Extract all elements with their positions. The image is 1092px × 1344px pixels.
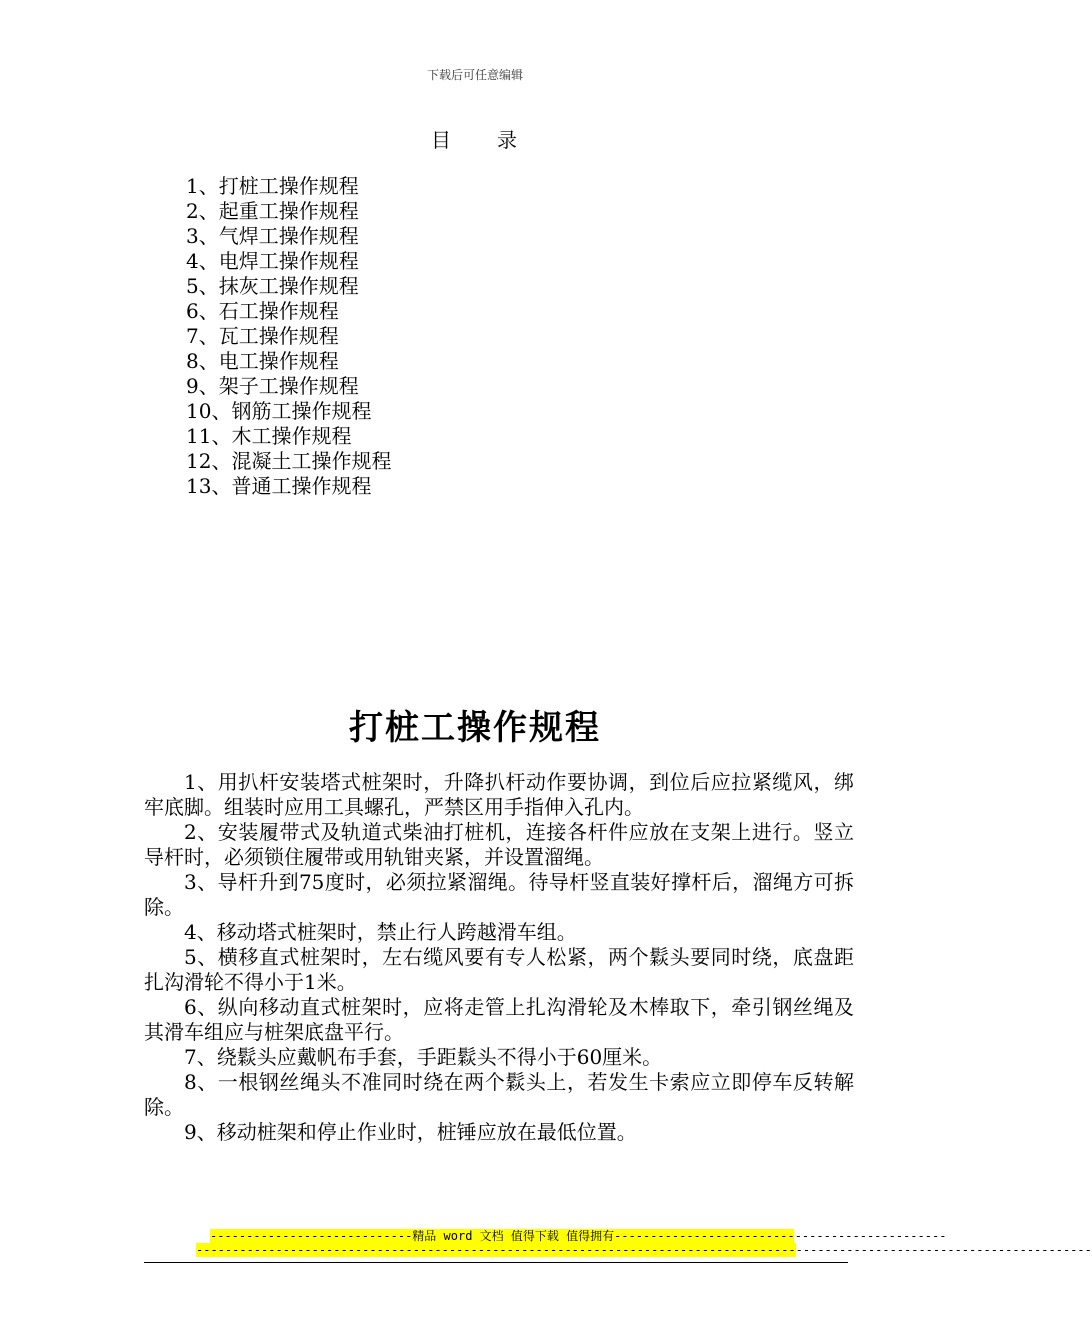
footer-banner: [196, 1229, 1092, 1257]
paragraph: 1、用扒杆安装塔式桩架时，升降扒杆动作要协调，到位后应拉紧缆风，绑牢底脚。组装时应用工具螺孔，严禁区用手指伸入孔内。: [144, 770, 854, 819]
footer-rule: [144, 1262, 848, 1263]
footer-banner-line1: ----------------------------精品 word 文档 值得下载 值得拥有----------------------------------------------: [210, 1229, 947, 1243]
toc-item[interactable]: 13、普通工操作规程: [186, 474, 372, 498]
toc-item[interactable]: 2、起重工操作规程: [186, 199, 359, 223]
toc-item[interactable]: 11、木工操作规程: [186, 424, 352, 448]
section-body: [144, 770, 854, 1145]
paragraph: 7、绕鬏头应戴帆布手套，手距鬏头不得小于60厘米。: [184, 1045, 663, 1069]
toc-item[interactable]: 10、钢筋工操作规程: [186, 399, 372, 423]
toc-item[interactable]: 9、架子工操作规程: [186, 374, 359, 398]
footer-banner-line2: ----------------------------------------------------------------------------------------------------------------------------: [196, 1243, 1092, 1257]
toc-item[interactable]: 3、气焊工操作规程: [186, 224, 359, 248]
paragraph: 9、移动桩架和停止作业时，桩锤应放在最低位置。: [184, 1120, 637, 1144]
paragraph: 8、一根钢丝绳头不准同时绕在两个鬏头上，若发生卡索应立即停车反转解除。: [144, 1070, 854, 1119]
toc-title-left: 目: [431, 128, 453, 152]
toc-item[interactable]: 6、石工操作规程: [186, 299, 339, 323]
toc-item[interactable]: 7、瓦工操作规程: [186, 324, 339, 348]
paragraph: 6、纵向移动直式桩架时，应将走管上扎沟滑轮及木棒取下，牵引钢丝绳及其滑车组应与桩架底盘平行。: [144, 995, 854, 1044]
toc-item[interactable]: 8、电工操作规程: [186, 349, 339, 373]
page-header: 下载后可任意编辑: [426, 68, 523, 82]
toc-title: [0, 124, 950, 153]
toc-title-right: 录: [497, 128, 519, 152]
paragraph: 4、移动塔式桩架时，禁止行人跨越滑车组。: [184, 920, 577, 944]
paragraph: 5、横移直式桩架时，左右缆风要有专人松紧，两个鬏头要同时绕，底盘距扎沟滑轮不得小于1米。: [144, 945, 854, 994]
paragraph: 2、安装履带式及轨道式柴油打桩机，连接各杆件应放在支架上进行。竖立导杆时，必须锁住履带或用轨钳夹紧，并设置溜绳。: [144, 820, 854, 869]
toc-item[interactable]: 12、混凝土工操作规程: [186, 449, 392, 473]
toc-item[interactable]: 4、电焊工操作规程: [186, 249, 359, 273]
toc-item[interactable]: 5、抹灰工操作规程: [186, 274, 359, 298]
section-title: 打桩工操作规程: [349, 708, 601, 748]
toc-item[interactable]: 1、打桩工操作规程: [186, 174, 359, 198]
paragraph: 3、导杆升到75度时，必须拉紧溜绳。待导杆竖直装好撑杆后，溜绳方可拆除。: [144, 870, 854, 919]
toc-list: [186, 174, 391, 499]
